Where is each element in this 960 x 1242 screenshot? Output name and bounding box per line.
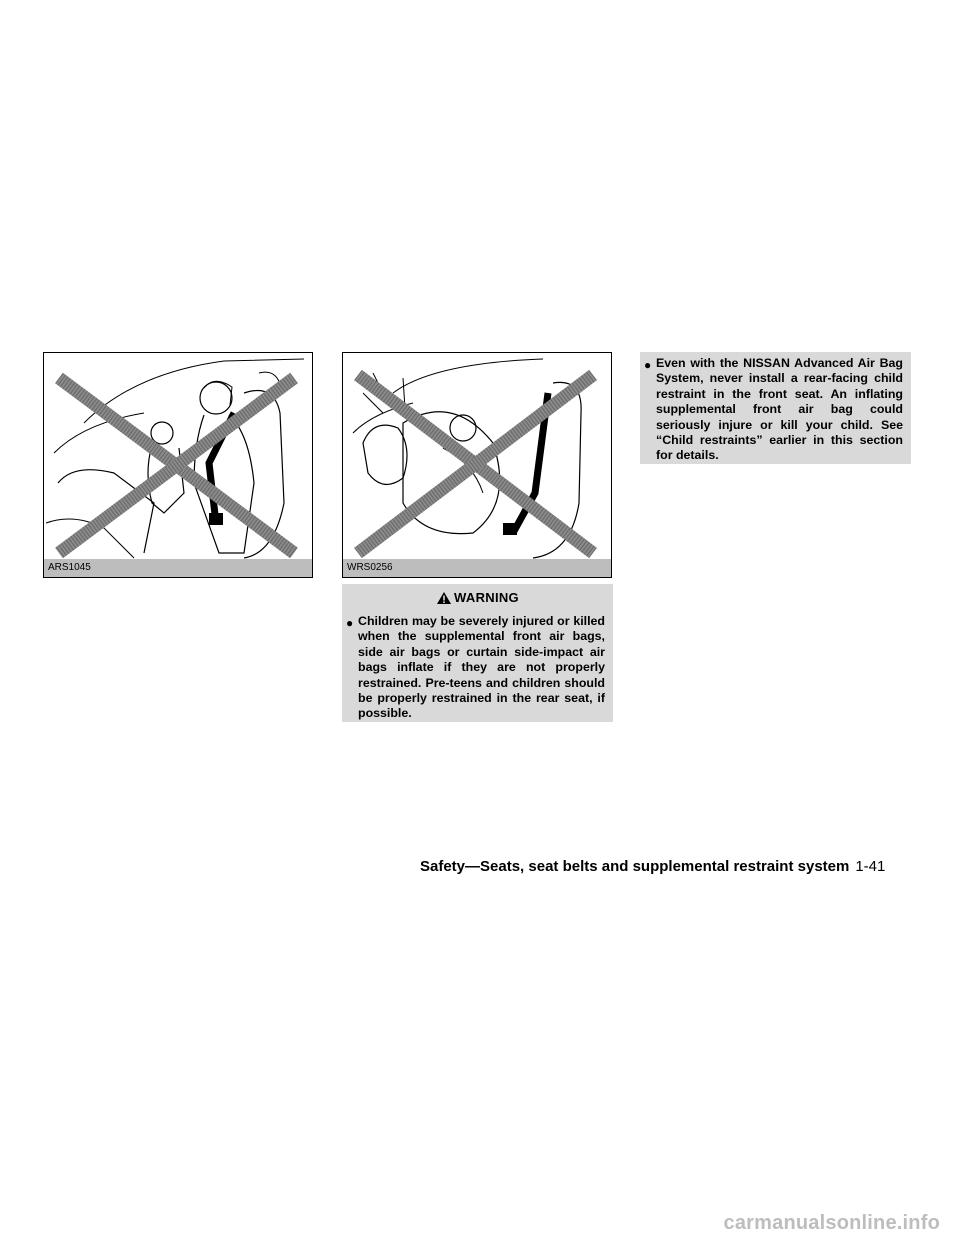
illustration-child-standing-front-seat — [44, 353, 312, 559]
figure-code: ARS1045 — [44, 559, 312, 577]
figure-ars1045 — [43, 352, 313, 578]
warning-heading: WARNING — [342, 590, 613, 605]
page-footer — [420, 858, 912, 875]
page-number: 1-41 — [855, 858, 886, 875]
illustration-rear-facing-restraint-front-seat — [343, 353, 611, 559]
bullet-icon: ● — [346, 616, 354, 630]
note-text: Even with the NISSAN Advanced Air Bag System, never install a rear-facing child restraint in the front seat. An inflating supplemental front air bag could seriously injure or kill your child. See “Child restraints” earlier in this section for details. — [656, 356, 903, 463]
warning-triangle-icon — [436, 591, 452, 605]
advanced-airbag-note-box — [640, 352, 911, 464]
section-title: Safety—Seats, seat belts and supplemental restraint system — [420, 858, 850, 875]
warning-box — [342, 584, 613, 722]
figure-wrs0256 — [342, 352, 612, 578]
watermark: carmanualsonline.info — [723, 1212, 940, 1234]
bullet-icon: ● — [644, 358, 652, 372]
warning-text: Children may be severely injured or killed when the supplemental front air bags, side air bags or curtain side-impact air bags inflate if they are not properly restrained. Pre-teens and children should be properly restrained in the rear seat, if possible. — [358, 614, 605, 721]
figure-code: WRS0256 — [343, 559, 611, 577]
